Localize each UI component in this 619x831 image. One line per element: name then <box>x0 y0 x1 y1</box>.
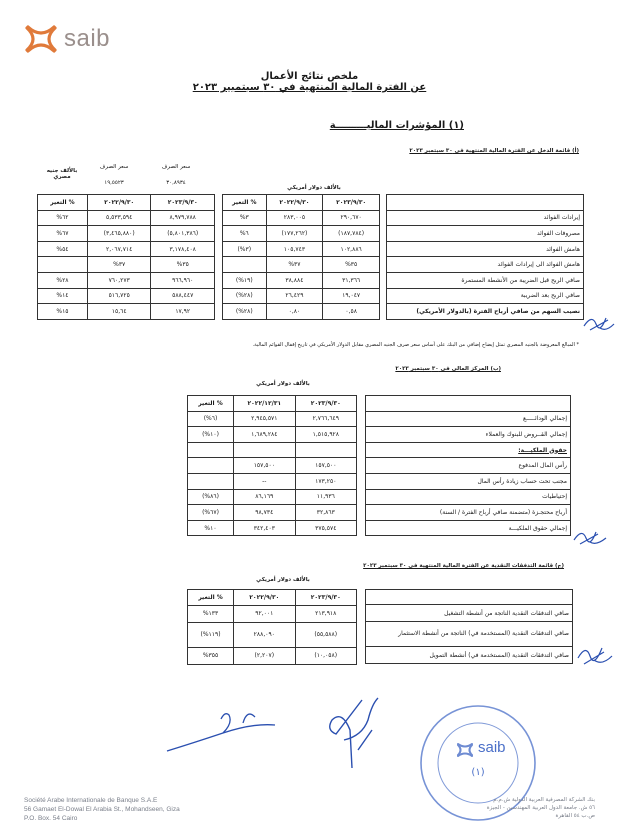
cashflow-label-header <box>366 590 573 605</box>
income-statement-heading: (أ) قائمة الدخل عن الفترة المالية المنتهية في ٣٠ سبتمبر ٢٠٢٣ <box>409 148 579 154</box>
signature-middle <box>322 690 382 770</box>
egp-2023-cell: ٨,٩٧٩,٧٨٨ <box>151 210 215 226</box>
cashflow-2023-cell: (١٠,٠٥٨) <box>295 647 356 664</box>
position-2022-cell: -- <box>234 473 296 489</box>
financial-position-heading: (ب) المركز المالي في ٣٠ سبتمبر ٢٠٢٣ <box>395 366 501 372</box>
initials-signature <box>582 312 616 334</box>
rate-value-2: ١٩,٥٥٢٣ <box>104 180 124 186</box>
usd-2023-cell: (١٨٧,٧٨٤) <box>323 226 380 242</box>
usd-2022-cell: ٣٨,٨٨٤ <box>266 272 323 288</box>
egp-2023-cell: ٣,١٧٨,٤٠٨ <box>151 241 215 257</box>
usd-change-cell: (%٢٨) <box>223 304 267 320</box>
egp-2023-cell: ١٧,٩٢ <box>151 304 215 320</box>
position-usd-caption: بالألف دولار أمريكي <box>256 381 310 387</box>
cashflow-change-cell: %١٣٣ <box>188 605 234 622</box>
title-line-2: عن الفترة المالية المنتهية في ٣٠ سبتمبير ٢٠٢٣ <box>192 82 427 93</box>
usd-2023-cell: ٠,٥٨ <box>323 304 380 320</box>
usd-change-cell: %٦ <box>223 226 267 242</box>
position-2023-cell: ١٥٧,٥٠٠ <box>295 458 356 474</box>
position-2022-cell: ٩٨,٧٣٤ <box>234 505 296 521</box>
position-values-table <box>187 395 357 536</box>
cashflow-2023-cell: (٥٥,٥٨٨) <box>295 622 356 647</box>
cashflow-labels-table <box>365 589 573 664</box>
cashflow-2022-cell: ٢٨٨,٠٩٠ <box>234 622 295 647</box>
position-change-cell <box>188 442 234 458</box>
position-2023-cell <box>295 442 356 458</box>
position-header-2023: ٢٠٢٣/٩/٣٠ <box>295 396 356 412</box>
income-note: * المبالغ المعروضة بالجنيه المصري تمثل إيضاح إضافي من البنك على أساس سعر صرف الجنيه المصري مقابل الدولار الأمريكي في تاريخ إقفال القوائم المالية. <box>252 342 579 348</box>
cashflow-2022-cell: ٩٢,٠٠١ <box>234 605 295 622</box>
egp-change-cell: %١٥ <box>38 304 88 320</box>
usd-2022-cell: %٣٧ <box>266 257 323 273</box>
position-label: إجمالي الودائـــــع <box>366 411 571 427</box>
position-2022-cell: ١,٦٨٩,٢٨٤ <box>234 427 296 443</box>
position-label: إحتياطيات <box>366 489 571 505</box>
position-change-cell: %١٠ <box>188 520 234 536</box>
position-change-cell <box>188 473 234 489</box>
position-label-header <box>366 396 571 412</box>
stamp-center: (١) <box>471 767 485 778</box>
egp-2022-cell: (٣,٤٦٥,٨٨٠) <box>87 226 151 242</box>
position-2023-cell: ١١,٩٣٦ <box>295 489 356 505</box>
signature-left <box>163 703 283 763</box>
position-2022-cell: ٣٤٢,٤٠٣ <box>234 520 296 536</box>
title-line-1: ملخص نتائج الأعمال <box>260 71 359 82</box>
income-label: صافي الربح قبل الضريبة من الأنشطة المستمرة <box>387 272 584 288</box>
position-label: إجمالي حقوق الملكيـــة <box>366 520 571 536</box>
egp-change-cell: %٦٢ <box>38 210 88 226</box>
cashflow-2023-cell: ٢١٣,٩١٨ <box>295 605 356 622</box>
income-label: مصروفات الفوائد <box>387 226 584 242</box>
egp-2023-cell: ٥٨٨,٤٤٧ <box>151 288 215 304</box>
position-2022-cell <box>234 442 296 458</box>
position-2022-cell: ٢,٩٤٥,٥٧١ <box>234 411 296 427</box>
position-2023-cell: ٣٧٥,٥٧٤ <box>295 520 356 536</box>
position-header-2022: ٢٠٢٢/١٢/٣١ <box>234 396 296 412</box>
footer-ar-line-1: بنك الشركة المصرفية العربية الدولية ش.م.م <box>493 797 595 803</box>
egp-change-cell: %٦٧ <box>38 226 88 242</box>
position-change-cell: (%٦) <box>188 411 234 427</box>
footer-ar-line-3: ص.ب ٥٤ القاهرة <box>555 813 595 819</box>
footer-en-line-3: P.O. Box. 54 Cairo <box>24 815 78 822</box>
usd-2022-cell: ٢٦,٤٢٩ <box>266 288 323 304</box>
cashflow-2022-cell: (٢,٢٠٧) <box>234 647 295 664</box>
egp-header-2022: ٢٠٢٢/٩/٣٠ <box>87 195 151 211</box>
usd-2023-cell: ١٩,٠٤٧ <box>323 288 380 304</box>
position-2023-cell: ١,٥١٥,٩٢٨ <box>295 427 356 443</box>
income-egp-table <box>37 194 215 320</box>
egp-2022-cell: ٥١٦,٧٢٥ <box>87 288 151 304</box>
usd-change-cell: %٣ <box>223 210 267 226</box>
usd-2022-cell: (١٧٧,٢٦٢) <box>266 226 323 242</box>
income-label: هامش الفوائد الى إيرادات الفوائد <box>387 257 584 273</box>
position-2022-cell: ٨٦,١٦٩ <box>234 489 296 505</box>
page-title <box>0 71 619 93</box>
egp-2023-cell: ٩٦٦,٩٦٠ <box>151 272 215 288</box>
cashflow-label: صافي التدفقات النقدية (المستخدمة في) الناتجة من أنشطة الاستثمار <box>366 622 573 647</box>
egp-2022-cell: ١٥,٦٤ <box>87 304 151 320</box>
position-labels-table <box>365 395 571 536</box>
egp-change-cell: %١٤ <box>38 288 88 304</box>
cashflow-usd-caption: بالألف دولار أمريكي <box>256 577 310 583</box>
egp-header-change: التغير % <box>38 195 88 211</box>
rate-label-2: سعر الصرف <box>99 164 129 170</box>
saib-logo-text: saib <box>64 25 111 52</box>
cashflow-header-2023: ٢٠٢٣/٩/٣٠ <box>295 590 356 606</box>
egp-2023-cell: (٥,٨٠١,٣٨٦) <box>151 226 215 242</box>
initials-signature <box>576 642 614 668</box>
usd-header-2023: ٢٠٢٣/٩/٣٠ <box>323 195 380 211</box>
saib-logo-icon <box>22 22 60 56</box>
position-label: إجمالي القــروض للبنوك والعملاء <box>366 427 571 443</box>
egp-caption <box>38 168 86 180</box>
footer-english <box>24 796 180 823</box>
income-label: إيرادات الفوائد <box>387 210 584 226</box>
egp-caption-line-2: مصري <box>53 174 71 180</box>
position-change-cell: (%٨٦) <box>188 489 234 505</box>
cashflow-change-cell: (%١١٩) <box>188 622 234 647</box>
section-financial-indicators-heading: (١) المؤشرات الماليـــــــــة <box>329 120 464 131</box>
egp-caption-line-1: بالألف جنيه <box>46 168 78 174</box>
usd-2023-cell: ٣١,٣٦٦ <box>323 272 380 288</box>
cashflow-header-change: التغير % <box>188 590 234 606</box>
position-label: حقوق الملكيـــة: <box>366 442 571 458</box>
usd-2022-cell: ٢٨٣,٠٠٥ <box>266 210 323 226</box>
usd-change-cell <box>223 257 267 273</box>
usd-header-2022: ٢٠٢٢/٩/٣٠ <box>266 195 323 211</box>
cash-flow-heading: (ج) قائمة التدفقات النقدية عن الفترة المالية المنتهية في ٣٠ سبتمبر ٢٠٢٣ <box>363 563 564 569</box>
income-label: صافي الربح بعد الضريبة <box>387 288 584 304</box>
position-2023-cell: ٣٢,٨٦٣ <box>295 505 356 521</box>
income-labels-table <box>386 194 584 320</box>
stamp-brand: saib <box>478 739 506 756</box>
initials-signature <box>572 526 608 548</box>
egp-2023-cell: %٣٥ <box>151 257 215 273</box>
income-usd-caption: بالألف دولار أمريكي <box>287 185 341 191</box>
position-label: مجنب تحت حساب زيادة رأس المال <box>366 473 571 489</box>
cashflow-change-cell: %٣٥٥ <box>188 647 234 664</box>
egp-header-2023: ٢٠٢٣/٩/٣٠ <box>151 195 215 211</box>
footer-ar-line-2: ٥٦ ش. جامعة الدول العربية المهندسين - الجيزة <box>486 805 595 811</box>
position-label: رأس المال المدفوع <box>366 458 571 474</box>
position-change-cell <box>188 458 234 474</box>
rate-value-1: ٣٠,٨٩٣٤ <box>166 180 186 186</box>
position-2023-cell: ٢,٧٦٦,٦٤٩ <box>295 411 356 427</box>
saib-logo <box>22 22 110 56</box>
egp-2022-cell: %٣٧ <box>87 257 151 273</box>
cashflow-values-table <box>187 589 357 665</box>
egp-2022-cell: ٧٦٠,٢٧٣ <box>87 272 151 288</box>
footer-en-line-1: Société Arabe Internationale de Banque S.A.E <box>24 797 158 804</box>
egp-2022-cell: ٥,٥٣٣,٥٩٤ <box>87 210 151 226</box>
usd-header-change: التغير % <box>223 195 267 211</box>
egp-change-cell: %٢٨ <box>38 272 88 288</box>
egp-change-cell: %٥٤ <box>38 241 88 257</box>
usd-2022-cell: ١٠٥,٧٤٣ <box>266 241 323 257</box>
position-change-cell: (%٦٧) <box>188 505 234 521</box>
position-2023-cell: ١٧٣,٢٥٠ <box>295 473 356 489</box>
usd-change-cell: (%٣) <box>223 241 267 257</box>
usd-2022-cell: ٠,٨٠ <box>266 304 323 320</box>
usd-change-cell: (%١٩) <box>223 272 267 288</box>
egp-2022-cell: ٢,٠٦٧,٧١٤ <box>87 241 151 257</box>
position-header-change: التغير % <box>188 396 234 412</box>
egp-change-cell <box>38 257 88 273</box>
footer-en-line-2: 56 Gamaet El-Dowal El Arabia St., Mohandseen, Giza <box>24 806 180 813</box>
position-change-cell: (%١٠) <box>188 427 234 443</box>
cashflow-header-2022: ٢٠٢٢/٩/٣٠ <box>234 590 295 606</box>
usd-2023-cell: ٢٩٠,٦٧٠ <box>323 210 380 226</box>
cashflow-label: صافي التدفقات النقدية (المستخدمة في) أنشطة التمويل <box>366 647 573 664</box>
rate-label-1: سعر الصرف <box>161 164 191 170</box>
usd-2023-cell: %٣٥ <box>323 257 380 273</box>
income-label-header <box>387 195 584 211</box>
position-2022-cell: ١٥٧,٥٠٠ <box>234 458 296 474</box>
income-usd-table <box>222 194 380 320</box>
income-label: هامش الفوائد <box>387 241 584 257</box>
usd-change-cell: (%٢٨) <box>223 288 267 304</box>
cashflow-label: صافي التدفقات النقدية الناتجة من أنشطة التشغيل <box>366 605 573 622</box>
income-label: نصيب السهم من صافي أرباح الفترة (بالدولار الأمريكي) <box>387 304 584 320</box>
position-label: أرباح محتجـزة (متضمنة صافي أرباح الفترة / السنة) <box>366 505 571 521</box>
footer-arabic <box>415 796 595 820</box>
usd-2023-cell: ١٠٢,٨٨٦ <box>323 241 380 257</box>
